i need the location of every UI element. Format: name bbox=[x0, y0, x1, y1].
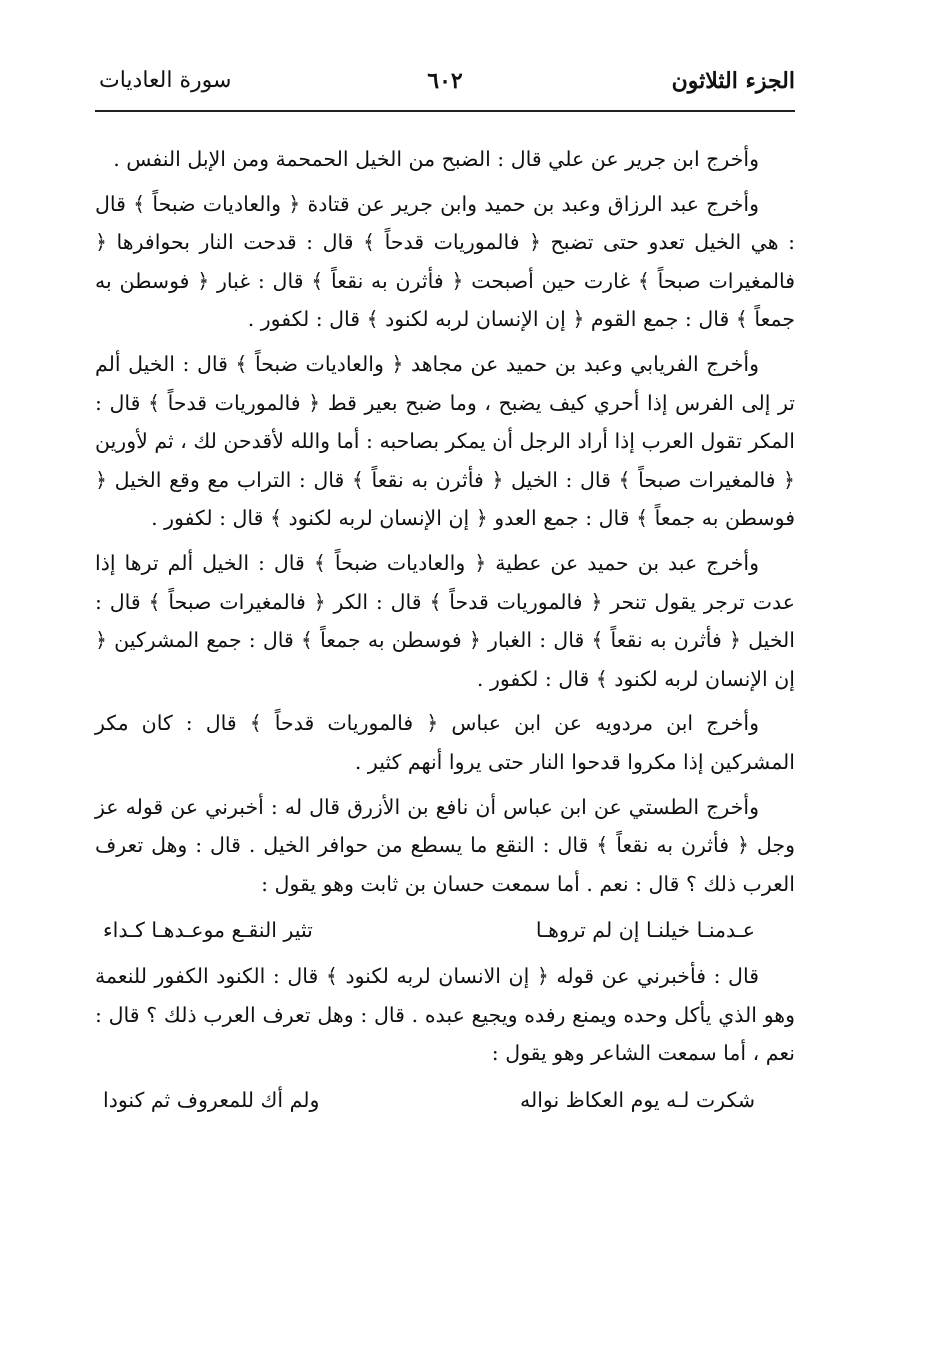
page-body bbox=[95, 140, 795, 1121]
paragraph-2: وأخرج عبد الرزاق وعبد بن حميد وابن جرير عن قتادة ﴿ والعاديات ضبحاً ﴾ قال : هي الخيل تعدو حتى تضبح ﴿ فالموريات قدحاً ﴾ قال : قدحت النار بحوافرها ﴿ فالمغيرات صبحاً ﴾ غارت حين أصبحت ﴿ فأثرن به نقعاً ﴾ قال : غبار ﴿ فوسطن به جمعاً ﴾ قال : جمع القوم ﴿ إن الإنسان لربه لكنود ﴾ قال : لكفور . bbox=[95, 191, 795, 332]
paragraph-5: وأخرج ابن مردويه عن ابن عباس ﴿ فالموريات قدحاً ﴾ قال : كان مكر المشركين إذا مكروا قدحوا النار حتى يروا أنهم كثير . bbox=[95, 711, 795, 774]
poem-verse-1 bbox=[95, 909, 795, 951]
part-title: الجزء الثلاثون bbox=[671, 68, 795, 94]
poem-verse-2 bbox=[95, 1079, 795, 1121]
verse-2-first-hemistich: شكرت لـه يوم العكاظ نواله bbox=[520, 1088, 755, 1113]
paragraph-7: قال : فأخبرني عن قوله ﴿ إن الانسان لربه لكنود ﴾ قال : الكنود الكفور للنعمة وهو الذي يأكل وحده ويمنع رفده ويجيع عبده . قال : وهل تعرف العرب ذلك ؟ قال : نعم ، أما سمعت الشاعر وهو يقول : bbox=[95, 964, 795, 1066]
header-rule bbox=[95, 110, 795, 112]
page-number: ٦٠٢ bbox=[427, 68, 463, 94]
running-header bbox=[95, 62, 795, 112]
verse-1-second-hemistich: تثير النقـع موعـدهـا كـداء bbox=[103, 918, 313, 943]
page bbox=[95, 62, 795, 1127]
verse-2-second-hemistich: ولم أك للمعروف ثم كنودا bbox=[103, 1088, 320, 1113]
paragraph-4: وأخرج عبد بن حميد عن عطية ﴿ والعاديات ضبحاً ﴾ قال : الخيل ألم ترها إذا عدت ترجر يقول تنحر ﴿ فالموريات قدحاً ﴾ قال : الكر ﴿ فالمغيرات صبحاً ﴾ قال : الخيل ﴿ فأثرن به نقعاً ﴾ قال : الغبار ﴿ فوسطن به جمعاً ﴾ قال : جمع المشركين ﴿ إن الإنسان لربه لكنود ﴾ قال : لكفور . bbox=[95, 550, 795, 691]
paragraph-3: وأخرج الفريابي وعبد بن حميد عن مجاهد ﴿ والعاديات ضبحاً ﴾ قال : الخيل ألم تر إلى الفرس إذا أحري كيف يضبح ، وما ضبح بعير قط ﴿ فالموريات قدحاً ﴾ قال : المكر تقول العرب إذا أراد الرجل أن يمكر بصاحبه : أما والله لأقدحن لك ، ثم لأورين ﴿ فالمغيرات صبحاً ﴾ قال : الخيل ﴿ فأثرن به نقعاً ﴾ قال : التراب مع وقع الخيل ﴿ فوسطن به جمعاً ﴾ قال : جمع العدو ﴿ إن الإنسان لربه لكنود ﴾ قال : لكفور . bbox=[95, 351, 795, 531]
surah-title: سورة العاديات bbox=[99, 68, 232, 93]
paragraph-6: وأخرج الطستي عن ابن عباس أن نافع بن الأزرق قال له : أخبرني عن قوله عز وجل ﴿ فأثرن به نقعاً ﴾ قال : النقع ما يسطع من حوافر الخيل . قال : وهل تعرف العرب ذلك ؟ قال : نعم . أما سمعت حسان بن ثابت وهو يقول : bbox=[95, 794, 795, 896]
paragraph-1: وأخرج ابن جرير عن علي قال : الضبح من الخيل الحمحمة ومن الإبل النفس . bbox=[113, 147, 759, 171]
verse-1-first-hemistich: عـدمنـا خيلنـا إن لم تروهـا bbox=[535, 918, 755, 943]
